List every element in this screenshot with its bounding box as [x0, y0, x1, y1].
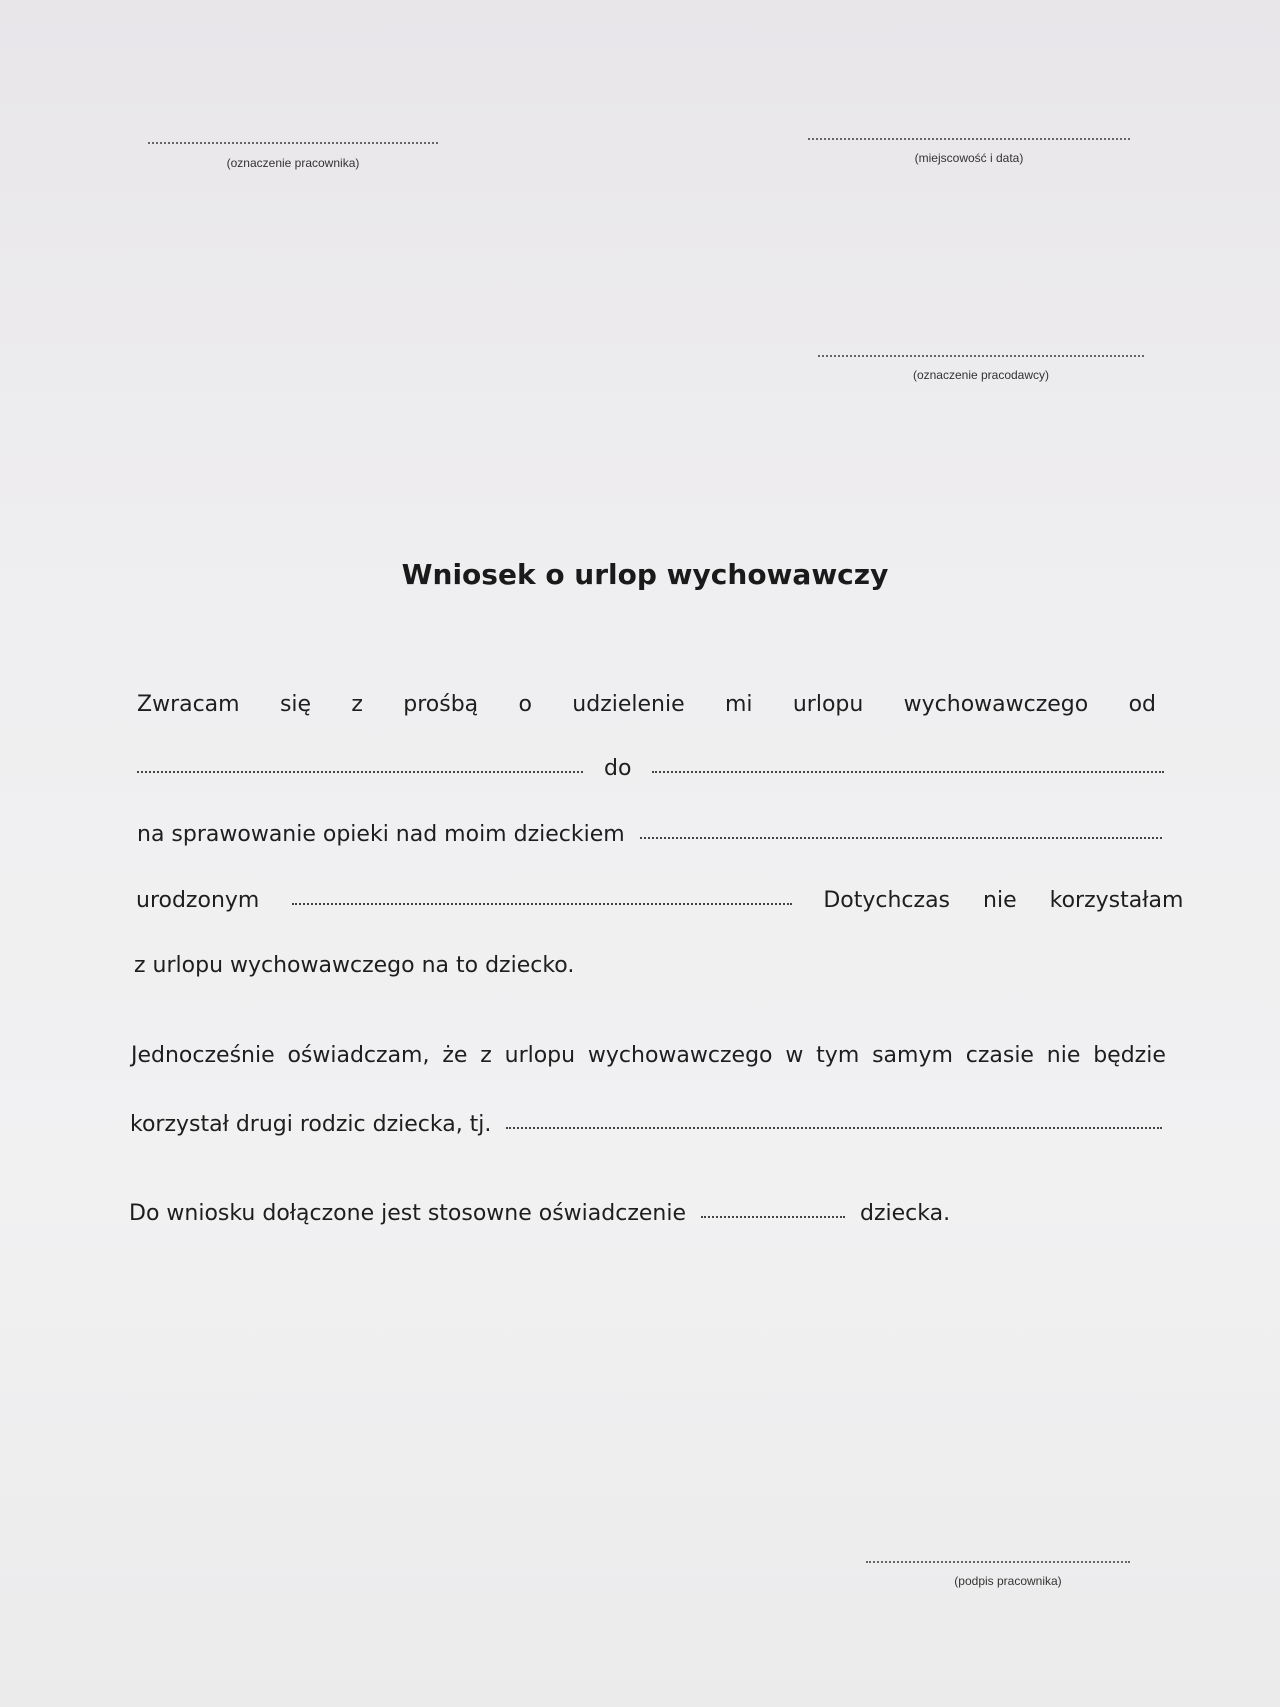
word: samym — [872, 1043, 953, 1068]
word: od — [1128, 692, 1156, 717]
attachment-end: dziecka. — [860, 1201, 951, 1226]
word: urlopu — [504, 1043, 576, 1068]
word: będzie — [1093, 1043, 1166, 1068]
signature-dotted-line — [866, 1561, 1130, 1563]
word: z — [480, 1043, 492, 1068]
signature-caption: (podpis pracownika) — [954, 1574, 1062, 1588]
employee-caption: (oznaczenie pracownika) — [226, 156, 360, 170]
body-line-2 — [137, 756, 1156, 781]
word: nie — [1046, 1043, 1081, 1068]
date-to-field[interactable] — [652, 771, 1164, 773]
word: prośbą — [403, 692, 479, 717]
body-line-6 — [131, 1043, 1166, 1068]
word: w — [785, 1043, 804, 1068]
word: mi — [724, 692, 753, 717]
word: urlopu — [792, 692, 864, 717]
word: się — [279, 692, 312, 717]
body-line-3 — [137, 822, 1159, 847]
body-line-8 — [129, 1201, 950, 1226]
word: wychowawczego — [587, 1043, 773, 1068]
document-title: Wniosek o urlop wychowawczy — [401, 558, 889, 591]
word: czasie — [965, 1043, 1034, 1068]
attachment-field[interactable] — [701, 1216, 845, 1218]
date-from-field[interactable] — [137, 771, 583, 773]
attachment-text: Do wniosku dołączone jest stosowne oświadczenie — [129, 1201, 687, 1226]
child-name-field[interactable] — [640, 837, 1162, 839]
body-line-7 — [130, 1112, 1166, 1137]
leave-text: z urlopu wychowawczego na to dziecko. — [134, 953, 575, 978]
word: oświadczam, — [287, 1043, 430, 1068]
word: o — [518, 692, 532, 717]
employer-dotted-line — [818, 355, 1144, 357]
word: Dotychczas — [823, 888, 951, 913]
word: udzielenie — [572, 692, 685, 717]
word: nie — [983, 888, 1017, 913]
employee-dotted-line — [148, 142, 438, 144]
employer-caption: (oznaczenie pracodawcy) — [912, 368, 1050, 382]
place-date-caption: (miejscowość i data) — [914, 151, 1024, 165]
birth-date-field[interactable] — [292, 903, 792, 905]
to-label: do — [604, 756, 632, 781]
other-parent-field[interactable] — [506, 1127, 1162, 1129]
word: korzystałam — [1049, 888, 1184, 913]
other-parent-text: korzystał drugi rodzic dziecka, tj. — [130, 1112, 492, 1137]
word: wychowawczego — [903, 692, 1089, 717]
body-line-4 — [136, 888, 1184, 913]
place-date-dotted-line — [808, 138, 1130, 140]
word: że — [442, 1043, 468, 1068]
care-text: na sprawowanie opieki nad moim dzieckiem — [137, 822, 625, 847]
body-line-1 — [137, 692, 1156, 717]
word: Zwracam — [137, 692, 240, 717]
word: tym — [816, 1043, 860, 1068]
word: z — [351, 692, 363, 717]
born-label: urodzonym — [136, 888, 260, 913]
body-line-5 — [134, 953, 574, 978]
word: Jednocześnie — [131, 1043, 275, 1068]
